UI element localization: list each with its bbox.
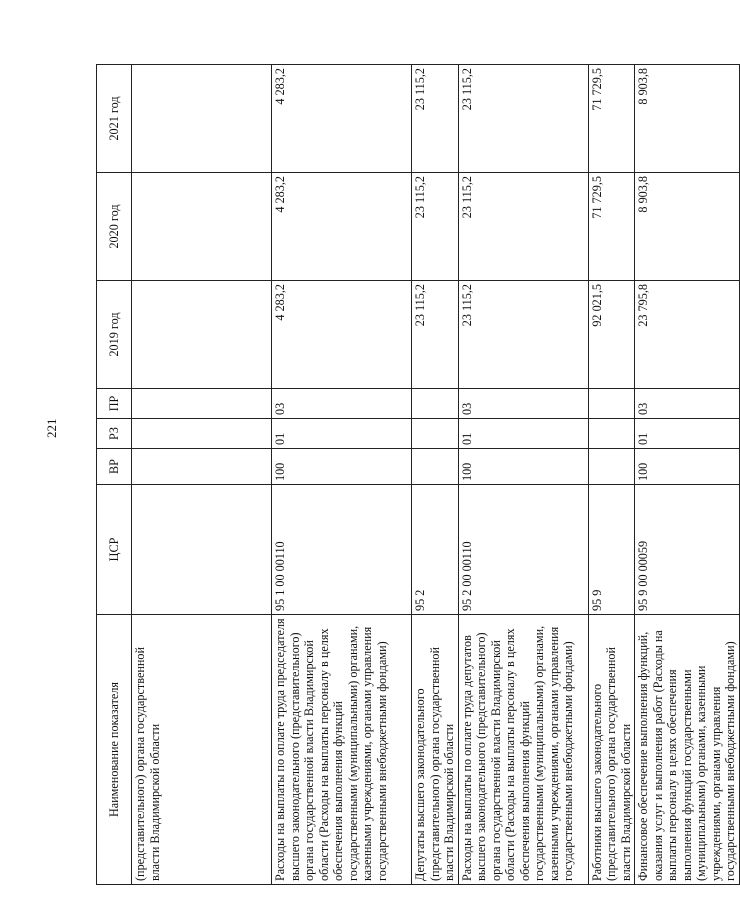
header-rz: РЗ [97, 419, 132, 449]
cell-2021: 71 729,5 [588, 65, 635, 173]
cell-rz: 01 [272, 419, 412, 449]
cell-2020: 71 729,5 [588, 173, 635, 281]
cell-csr: 95 2 [412, 485, 459, 615]
cell-2020: 23 115,2 [458, 173, 588, 281]
cell-name: Финансовое обеспечение выполнения функций, оказания услуг и выполнения работ (Расходы на выплаты персоналу в целях обеспечения выполнения функций государственными (муниципальными) органами, казенными учреждениями, органами управления государственными внебюджетными фондами) [635, 615, 740, 885]
cell-2021 [132, 65, 272, 173]
table-header-row [97, 65, 132, 885]
cell-vr [588, 449, 635, 485]
header-csr: ЦСР [97, 485, 132, 615]
cell-vr: 100 [635, 449, 740, 485]
cell-name: Депутаты высшего законодательного (представительного) органа государственной власти Владимирской области [412, 615, 459, 885]
header-vr: ВР [97, 449, 132, 485]
cell-2020 [132, 173, 272, 281]
cell-2021: 23 115,2 [458, 65, 588, 173]
table-row [272, 65, 412, 885]
header-2019: 2019 год [97, 281, 132, 389]
cell-pr: 03 [458, 389, 588, 419]
table-row [412, 65, 459, 885]
header-2020: 2020 год [97, 173, 132, 281]
cell-2019: 23 115,2 [412, 281, 459, 389]
cell-2021: 4 283,2 [272, 65, 412, 173]
cell-2019: 23 115,2 [458, 281, 588, 389]
cell-2021: 23 115,2 [412, 65, 459, 173]
page-number: 221 [44, 418, 59, 438]
cell-vr: 100 [458, 449, 588, 485]
cell-vr [132, 449, 272, 485]
header-2021: 2021 год [97, 65, 132, 173]
cell-csr: 95 9 00 00059 [635, 485, 740, 615]
cell-vr: 100 [272, 449, 412, 485]
cell-2020: 23 115,2 [412, 173, 459, 281]
cell-2019: 23 795,8 [635, 281, 740, 389]
table-row [588, 65, 635, 885]
cell-csr: 95 9 [588, 485, 635, 615]
cell-name: Расходы на выплаты по оплате труда депутатов высшего законодательного (представительного) органа государственной власти Владимирской области (Расходы на выплаты персоналу в целях обеспечения выполнения функций государственными (муниципальными) органами, казенными учреждениями, органами управления государственными внебюджетными фондами) [458, 615, 588, 885]
cell-pr: 03 [272, 389, 412, 419]
header-pr: ПР [97, 389, 132, 419]
cell-rz: 01 [458, 419, 588, 449]
table-row [458, 65, 588, 885]
cell-rz [412, 419, 459, 449]
cell-csr: 95 1 00 00110 [272, 485, 412, 615]
cell-2021: 8 903,8 [635, 65, 740, 173]
budget-table [96, 64, 740, 885]
table-row [132, 65, 272, 885]
cell-name: Работники высшего законодательного (представительного) органа государственной власти Владимирской области [588, 615, 635, 885]
rotated-table-container [96, 65, 737, 885]
header-name: Наименование показателя [97, 615, 132, 885]
cell-2020: 8 903,8 [635, 173, 740, 281]
cell-pr [132, 389, 272, 419]
cell-rz: 01 [635, 419, 740, 449]
cell-rz [132, 419, 272, 449]
cell-name: Расходы на выплаты по оплате труда председателя высшего законодательного (представительного) органа государственной власти Владимирской области (Расходы на выплаты персоналу в целях обеспечения выполнения функций государственными (муниципальными) органами, казенными учреждениями, органами управления государственными внебюджетными фондами) [272, 615, 412, 885]
cell-2019: 92 021,5 [588, 281, 635, 389]
cell-vr [412, 449, 459, 485]
cell-2019 [132, 281, 272, 389]
cell-pr [412, 389, 459, 419]
cell-2019: 4 283,2 [272, 281, 412, 389]
cell-csr: 95 2 00 00110 [458, 485, 588, 615]
cell-rz [588, 419, 635, 449]
cell-pr: 03 [635, 389, 740, 419]
cell-pr [588, 389, 635, 419]
table-row [635, 65, 740, 885]
cell-name: (представительного) органа государственной власти Владимирской области [132, 615, 272, 885]
cell-2020: 4 283,2 [272, 173, 412, 281]
cell-csr [132, 485, 272, 615]
